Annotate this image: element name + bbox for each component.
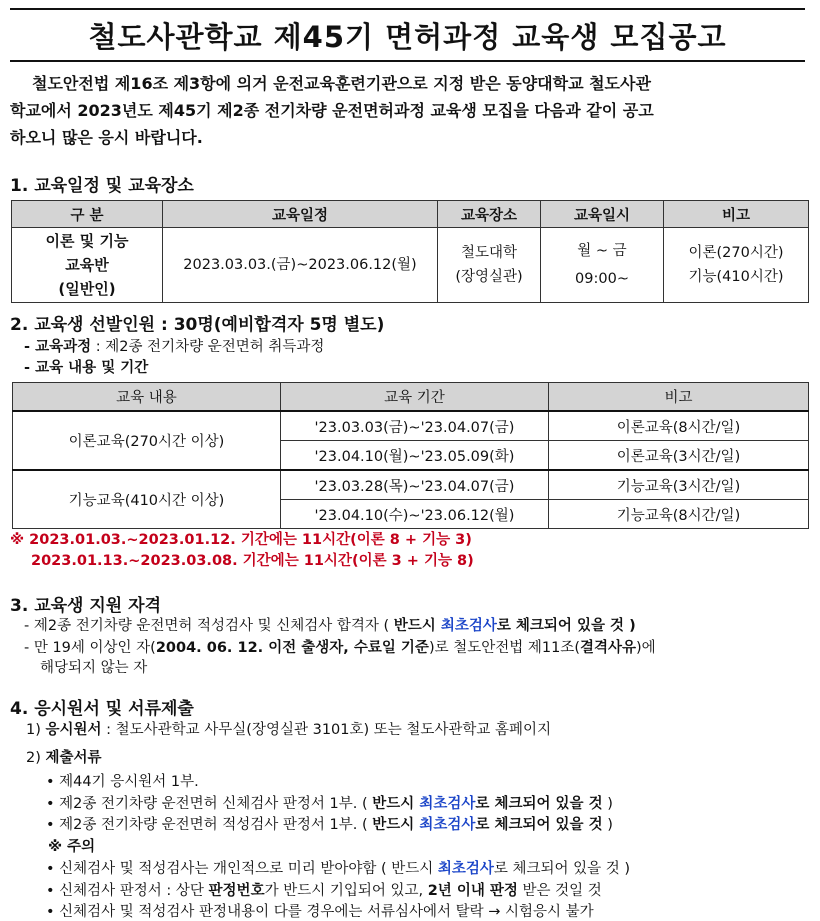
caution-item <box>46 879 602 900</box>
text: 로 체크되어 있을 것 ) <box>493 861 631 877</box>
note-cell: 이론교육(8시간/일) <box>549 411 809 441</box>
note-cell: 기능교육(3시간/일) <box>549 470 809 500</box>
col-header: 비고 <box>549 383 809 412</box>
period-cell: '23.03.03(금)~'23.04.07(금) <box>281 411 549 441</box>
notice-line: 2023.01.13.~2023.03.08. 기간에는 11시간(이론 3 + 기능 8) <box>31 553 474 569</box>
notice-line: ※ 2023.01.03.~2023.01.12. 기간에는 11시간(이론 8 + 기능 3) <box>10 532 472 548</box>
text: • 제2종 전기차량 운전면허 신체검사 판정서 1부. ( <box>46 796 373 812</box>
text: 로 체크되어 있을 것 <box>475 796 603 812</box>
cell-text: (장영실관) <box>455 269 523 285</box>
caution-item <box>46 857 630 878</box>
section-2-heading: 2. 교육생 선발인원 : 30명(예비합격자 5명 별도) <box>10 315 385 335</box>
text: 제출서류 <box>45 750 102 766</box>
text: )에 <box>636 640 656 656</box>
text: • 신체검사 및 적성검사는 개인적으로 미리 받아야함 ( 반드시 <box>46 861 438 877</box>
caution-item: • 신체검사 및 적성검사 판정내용이 다를 경우에는 서류심사에서 탈락 → 시험응시 불가 <box>46 904 594 920</box>
text: 결격사유 <box>579 640 637 656</box>
cell-text: 09:00~ <box>575 271 629 287</box>
document-item: • 제44기 응시원서 1부. <box>46 774 199 790</box>
text: 반드시 <box>372 817 420 833</box>
text: 로 체크되어 있을 것 <box>475 817 603 833</box>
text: 응시원서 <box>45 722 102 738</box>
text: 최초검사 <box>437 861 494 877</box>
col-header: 교육일정 <box>163 201 438 228</box>
text: • 신체검사 판정서 : 상단 <box>46 883 209 899</box>
text: ) <box>602 796 613 812</box>
course-line <box>24 335 324 356</box>
text: 판정번호 <box>208 883 265 899</box>
period-cell: '23.03.28(목)~'23.04.07(금) <box>281 470 549 500</box>
col-header: 교육 기간 <box>281 383 549 412</box>
cell-text: 이론(270시간) <box>688 245 784 261</box>
document-item <box>46 792 613 813</box>
course-text: : 제2종 전기차량 운전면허 취득과정 <box>91 339 325 355</box>
text: 받은 것일 것 <box>517 883 602 899</box>
intro-paragraph <box>10 70 810 151</box>
qualification-line <box>24 614 636 635</box>
group-cell: 기능교육(410시간 이상) <box>13 470 281 529</box>
text: - 만 19세 이상인 자( <box>24 640 156 656</box>
cell-text: 기능(410시간) <box>688 269 784 285</box>
cell-text: 이론 및 기능 <box>45 232 129 250</box>
col-header: 교육일시 <box>541 201 664 228</box>
page-title: 철도사관학교 제45기 면허과정 교육생 모집공고 <box>88 19 727 54</box>
text: 1) <box>26 722 41 738</box>
text: : 철도사관학교 사무실(장영실관 3101호) 또는 철도사관학교 홈페이지 <box>101 722 552 738</box>
place-cell <box>438 228 541 303</box>
application-line <box>26 718 551 739</box>
content-label: - 교육 내용 및 기간 <box>24 360 149 376</box>
group-cell: 이론교육(270시간 이상) <box>13 411 281 470</box>
cell-text: 교육반 <box>65 256 109 274</box>
cell-text: 월 ~ 금 <box>577 243 627 259</box>
course-label: - 교육과정 <box>24 339 92 355</box>
col-header: 구 분 <box>12 201 163 228</box>
text: )로 철도안전법 제11조( <box>428 640 580 656</box>
table-row <box>12 228 809 303</box>
text: ) <box>602 817 613 833</box>
note-cell <box>664 228 809 303</box>
intro-line: 철도안전법 제16조 제3항에 의거 운전교육훈련기관으로 지정 받은 동양대학교 철도사관 <box>32 74 651 93</box>
col-header: 교육장소 <box>438 201 541 228</box>
qualification-line: 해당되지 않는 자 <box>40 660 148 676</box>
section-3-heading: 3. 교육생 지원 자격 <box>10 596 161 616</box>
note-cell: 기능교육(8시간/일) <box>549 500 809 529</box>
period-cell: '23.04.10(수)~'23.06.12(월) <box>281 500 549 529</box>
section-1-heading: 1. 교육일정 및 교육장소 <box>10 176 194 196</box>
text: 가 반드시 기입되어 있고, <box>264 883 428 899</box>
text: 최초검사 <box>419 817 476 833</box>
text: 최초검사 <box>419 796 476 812</box>
schedule-table <box>11 200 809 303</box>
cell-text: (일반인) <box>58 280 116 298</box>
note-cell: 이론교육(3시간/일) <box>549 441 809 471</box>
text: 로 체크되어 있을 것 ) <box>496 618 636 634</box>
table-row <box>13 470 809 500</box>
text: 반드시 <box>393 618 441 634</box>
col-header: 비고 <box>664 201 809 228</box>
document-item <box>46 813 613 834</box>
schedule-cell: 2023.03.03.(금)~2023.06.12(월) <box>163 228 438 303</box>
title-bar <box>10 8 805 62</box>
intro-line: 학교에서 2023년도 제45기 제2종 전기차량 운전면허과정 교육생 모집을 다음과 같이 공고 <box>10 101 654 120</box>
documents-heading <box>26 746 102 767</box>
col-header: 교육 내용 <box>13 383 281 412</box>
qualification-line <box>24 636 656 657</box>
section-4-heading: 4. 응시원서 및 서류제출 <box>10 699 194 719</box>
table-row <box>13 411 809 441</box>
intro-line: 하오니 많은 응시 바랍니다. <box>10 128 203 147</box>
text: 2) <box>26 750 41 766</box>
text: 최초검사 <box>440 618 497 634</box>
text: 반드시 <box>372 796 420 812</box>
caution-label: ※ 주의 <box>48 839 96 855</box>
text: • 제2종 전기차량 운전면허 적성검사 판정서 1부. ( <box>46 817 373 833</box>
cell-text: 철도대학 <box>460 245 518 261</box>
text: - 제2종 전기차량 운전면허 적성검사 및 신체검사 합격자 ( <box>24 618 394 634</box>
time-cell <box>541 228 664 303</box>
text: 2년 이내 판정 <box>427 883 518 899</box>
category-cell <box>12 228 163 303</box>
training-table <box>12 382 809 529</box>
text: 2004. 06. 12. 이전 출생자, 수료일 기준 <box>155 640 429 656</box>
period-cell: '23.04.10(월)~'23.05.09(화) <box>281 441 549 471</box>
